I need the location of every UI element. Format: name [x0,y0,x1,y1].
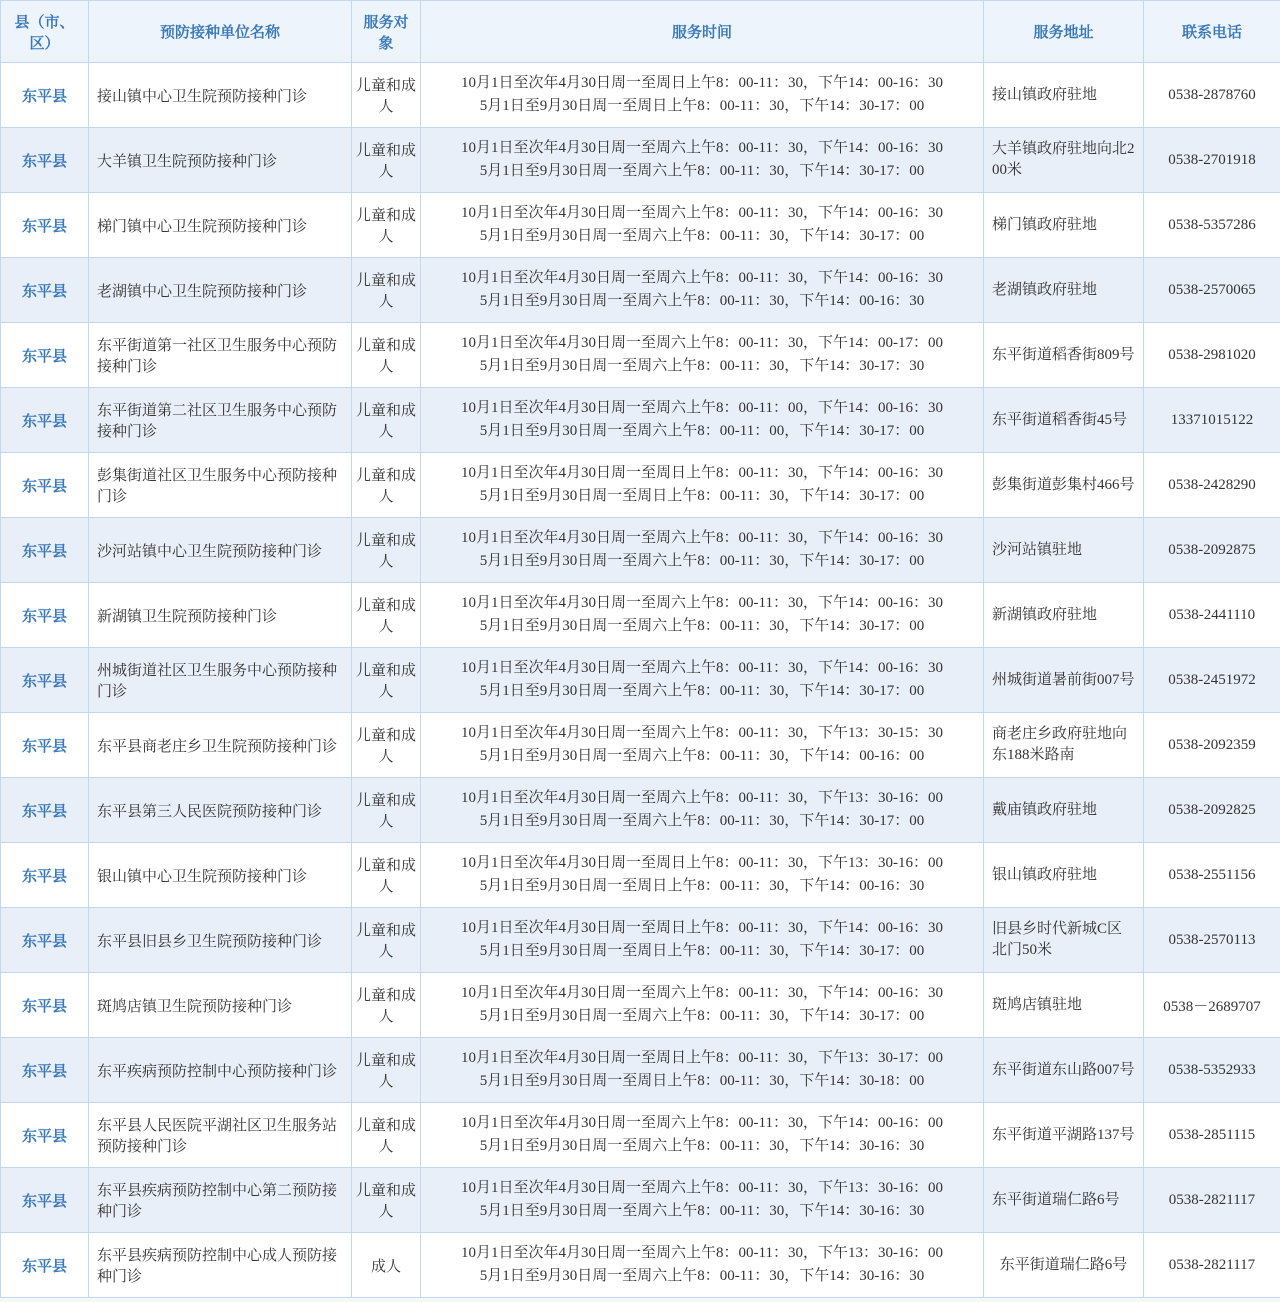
service-time-winter: 10月1日至次年4月30日周一至周六上午8：00-11：30，下午14：00-16：30 [461,269,943,286]
table-row [1,1168,1280,1233]
table-body [1,63,1280,1298]
county-cell: 东平县 [1,973,89,1038]
service-address-cell: 东平街道稻香街45号 [984,388,1144,453]
service-target-cell: 儿童和成人 [352,778,421,843]
service-address-cell: 接山镇政府驻地 [984,63,1144,128]
table-row [1,63,1280,128]
contact-phone-cell: 0538-2092359 [1144,713,1280,778]
table-row [1,648,1280,713]
service-time-cell [421,843,984,908]
unit-name-cell: 斑鸠店镇卫生院预防接种门诊 [89,973,352,1038]
service-time-summer: 5月1日至9月30日周一至周六上午8：00-11：30，下午14：30-17：00 [479,553,925,569]
service-time-winter: 10月1日至次年4月30日周一至周六上午8：00-11：30，下午13：30-15：30 [461,724,943,741]
service-address-cell: 东平街道平湖路137号 [984,1103,1144,1168]
service-target-cell: 儿童和成人 [352,843,421,908]
county-cell: 东平县 [1,518,89,583]
service-target-cell: 儿童和成人 [352,518,421,583]
service-time-summer: 5月1日至9月30日周一至周日上午8：00-11：30，下午14：30-17：00 [479,488,925,504]
service-time-winter: 10月1日至次年4月30日周一至周六上午8：00-11：30，下午14：00-16：30 [461,594,943,611]
county-cell: 东平县 [1,63,89,128]
service-target-cell: 儿童和成人 [352,388,421,453]
county-cell: 东平县 [1,1233,89,1298]
table-row [1,323,1280,388]
unit-name-cell: 东平县疾病预防控制中心成人预防接种门诊 [89,1233,352,1298]
service-time-winter: 10月1日至次年4月30日周一至周六上午8：00-11：00，下午14：00-16：30 [461,399,943,416]
table-row [1,1038,1280,1103]
service-address-cell: 新湖镇政府驻地 [984,583,1144,648]
service-time-cell [421,1038,984,1103]
service-target-cell: 儿童和成人 [352,193,421,258]
unit-name-cell: 沙河站镇中心卫生院预防接种门诊 [89,518,352,583]
service-time-cell [421,453,984,518]
county-cell: 东平县 [1,323,89,388]
unit-name-cell: 东平街道第一社区卫生服务中心预防接种门诊 [89,323,352,388]
header-contact-phone: 联系电话 [1144,1,1280,63]
service-time-winter: 10月1日至次年4月30日周一至周六上午8：00-11：30，下午14：00-16：30 [461,139,943,156]
service-address-cell: 戴庙镇政府驻地 [984,778,1144,843]
service-time-summer: 5月1日至9月30日周一至周六上午8：00-11：30，下午14：30-17：00 [479,228,925,244]
county-cell: 东平县 [1,908,89,973]
service-time-winter: 10月1日至次年4月30日周一至周六上午8：00-11：30，下午14：00-16：30 [461,529,943,546]
service-time-cell [421,778,984,843]
unit-name-cell: 大羊镇卫生院预防接种门诊 [89,128,352,193]
contact-phone-cell: 0538-5357286 [1144,193,1280,258]
service-time-cell [421,388,984,453]
county-cell: 东平县 [1,713,89,778]
contact-phone-cell: 0538-2570065 [1144,258,1280,323]
contact-phone-cell: 0538-2451972 [1144,648,1280,713]
service-address-cell: 东平街道瑞仁路6号 [984,1168,1144,1233]
county-cell: 东平县 [1,388,89,453]
service-target-cell: 儿童和成人 [352,713,421,778]
service-target-cell: 儿童和成人 [352,1168,421,1233]
table-row [1,908,1280,973]
service-address-cell: 东平街道东山路007号 [984,1038,1144,1103]
table-header [1,1,1280,63]
service-time-summer: 5月1日至9月30日周一至周六上午8：00-11：30，下午14：30-16：30 [479,1138,925,1154]
service-time-summer: 5月1日至9月30日周一至周六上午8：00-11：30，下午14：30-17：00 [479,163,925,179]
service-target-cell: 儿童和成人 [352,583,421,648]
service-time-summer: 5月1日至9月30日周一至周日上午8：00-11：30，下午14：30-18：00 [479,1073,925,1089]
service-address-cell: 东平街道瑞仁路6号 [984,1233,1144,1298]
service-time-summer: 5月1日至9月30日周一至周六上午8：00-11：30，下午14：30-17：30 [479,358,925,374]
unit-name-cell: 东平街道第二社区卫生服务中心预防接种门诊 [89,388,352,453]
table-row [1,453,1280,518]
table-row [1,193,1280,258]
service-address-cell: 东平街道稻香街809号 [984,323,1144,388]
service-address-cell: 银山镇政府驻地 [984,843,1144,908]
contact-phone-cell: 0538-2821117 [1144,1168,1280,1233]
contact-phone-cell: 0538-2428290 [1144,453,1280,518]
unit-name-cell: 老湖镇中心卫生院预防接种门诊 [89,258,352,323]
county-cell: 东平县 [1,1038,89,1103]
contact-phone-cell: 0538-2851115 [1144,1103,1280,1168]
service-time-summer: 5月1日至9月30日周一至周六上午8：00-11：30，下午14：00-16：30 [479,293,925,309]
unit-name-cell: 东平县疾病预防控制中心第二预防接种门诊 [89,1168,352,1233]
table-row [1,518,1280,583]
table-row [1,713,1280,778]
county-cell: 东平县 [1,583,89,648]
contact-phone-cell: 0538-2092825 [1144,778,1280,843]
service-address-cell: 州城街道暑前街007号 [984,648,1144,713]
service-target-cell: 成人 [352,1233,421,1298]
contact-phone-cell: 0538-2821117 [1144,1233,1280,1298]
service-time-cell [421,518,984,583]
service-time-cell [421,908,984,973]
county-cell: 东平县 [1,843,89,908]
service-time-summer: 5月1日至9月30日周一至周六上午8：00-11：30，下午14：30-16：30 [479,1268,925,1284]
service-time-cell [421,63,984,128]
service-time-summer: 5月1日至9月30日周一至周日上午8：00-11：30，下午14：30-17：00 [479,943,925,959]
header-service-address: 服务地址 [984,1,1144,63]
unit-name-cell: 东平县旧县乡卫生院预防接种门诊 [89,908,352,973]
service-time-summer: 5月1日至9月30日周一至周六上午8：00-11：30，下午14：30-16：30 [479,1203,925,1219]
contact-phone-cell: 0538-2551156 [1144,843,1280,908]
service-time-cell [421,1233,984,1298]
unit-name-cell: 东平县第三人民医院预防接种门诊 [89,778,352,843]
unit-name-cell: 银山镇中心卫生院预防接种门诊 [89,843,352,908]
service-address-cell: 商老庄乡政府驻地向东188米路南 [984,713,1144,778]
service-time-winter: 10月1日至次年4月30日周一至周六上午8：00-11：30，下午14：00-17：00 [461,334,943,351]
service-time-summer: 5月1日至9月30日周一至周六上午8：00-11：30，下午14：30-17：00 [479,813,925,829]
service-address-cell: 斑鸠店镇驻地 [984,973,1144,1038]
service-time-cell [421,323,984,388]
unit-name-cell: 东平县商老庄乡卫生院预防接种门诊 [89,713,352,778]
service-target-cell: 儿童和成人 [352,453,421,518]
service-time-summer: 5月1日至9月30日周一至周日上午8：00-11：30，下午14：00-16：30 [479,878,925,894]
table-row [1,388,1280,453]
service-time-cell [421,193,984,258]
county-cell: 东平县 [1,648,89,713]
county-cell: 东平县 [1,778,89,843]
contact-phone-cell: 0538-2981020 [1144,323,1280,388]
service-time-winter: 10月1日至次年4月30日周一至周日上午8：00-11：30，下午14：00-16：30 [461,919,943,936]
service-target-cell: 儿童和成人 [352,128,421,193]
header-service-time: 服务时间 [421,1,984,63]
county-cell: 东平县 [1,453,89,518]
service-time-cell [421,583,984,648]
contact-phone-cell: 0538-2092875 [1144,518,1280,583]
service-address-cell: 彭集街道彭集村466号 [984,453,1144,518]
service-time-summer: 5月1日至9月30日周一至周六上午8：00-11：30，下午14：30-17：00 [479,1008,925,1024]
service-time-winter: 10月1日至次年4月30日周一至周六上午8：00-11：30，下午14：00-16：30 [461,204,943,221]
service-time-winter: 10月1日至次年4月30日周一至周六上午8：00-11：30，下午13：30-16：00 [461,789,943,806]
service-address-cell: 老湖镇政府驻地 [984,258,1144,323]
service-time-winter: 10月1日至次年4月30日周一至周日上午8：00-11：30，下午14：00-16：30 [461,464,943,481]
service-time-cell [421,128,984,193]
service-time-cell [421,258,984,323]
service-time-cell [421,1103,984,1168]
service-address-cell: 梯门镇政府驻地 [984,193,1144,258]
service-time-summer: 5月1日至9月30日周一至周六上午8：00-11：30，下午14：30-17：00 [479,618,925,634]
county-cell: 东平县 [1,1103,89,1168]
service-target-cell: 儿童和成人 [352,1038,421,1103]
unit-name-cell: 州城街道社区卫生服务中心预防接种门诊 [89,648,352,713]
service-time-cell [421,648,984,713]
service-address-cell: 大羊镇政府驻地向北200米 [984,128,1144,193]
service-time-winter: 10月1日至次年4月30日周一至周六上午8：00-11：30，下午13：30-16：00 [461,1179,943,1196]
contact-phone-cell: 0538-2441110 [1144,583,1280,648]
contact-phone-cell: 0538-2701918 [1144,128,1280,193]
table-row [1,778,1280,843]
service-time-cell [421,713,984,778]
service-time-winter: 10月1日至次年4月30日周一至周六上午8：00-11：30，下午14：00-16：30 [461,984,943,1001]
service-target-cell: 儿童和成人 [352,258,421,323]
service-time-summer: 5月1日至9月30日周一至周六上午8：00-11：30，下午14：30-17：00 [479,683,925,699]
service-target-cell: 儿童和成人 [352,973,421,1038]
service-address-cell: 旧县乡时代新城C区北门50米 [984,908,1144,973]
table-row [1,128,1280,193]
table-row [1,258,1280,323]
unit-name-cell: 接山镇中心卫生院预防接种门诊 [89,63,352,128]
header-row [1,1,1280,63]
service-target-cell: 儿童和成人 [352,1103,421,1168]
table-row [1,583,1280,648]
service-address-cell: 沙河站镇驻地 [984,518,1144,583]
table-row [1,1233,1280,1298]
service-target-cell: 儿童和成人 [352,323,421,388]
unit-name-cell: 东平疾病预防控制中心预防接种门诊 [89,1038,352,1103]
unit-name-cell: 梯门镇中心卫生院预防接种门诊 [89,193,352,258]
service-time-winter: 10月1日至次年4月30日周一至周日上午8：00-11：30，下午13：30-16：00 [461,854,943,871]
service-time-summer: 5月1日至9月30日周一至周日上午8：00-11：30，下午14：30-17：00 [479,98,925,114]
contact-phone-cell: 0538-5352933 [1144,1038,1280,1103]
header-service-target: 服务对象 [352,1,421,63]
county-cell: 东平县 [1,1168,89,1233]
header-county: 县（市、区） [1,1,89,63]
county-cell: 东平县 [1,193,89,258]
table-row [1,973,1280,1038]
contact-phone-cell: 0538-2570113 [1144,908,1280,973]
county-cell: 东平县 [1,128,89,193]
service-time-summer: 5月1日至9月30日周一至周六上午8：00-11：00，下午14：30-17：00 [479,423,925,439]
unit-name-cell: 东平县人民医院平湖社区卫生服务站预防接种门诊 [89,1103,352,1168]
unit-name-cell: 彭集街道社区卫生服务中心预防接种门诊 [89,453,352,518]
county-cell: 东平县 [1,258,89,323]
header-unit-name: 预防接种单位名称 [89,1,352,63]
service-time-winter: 10月1日至次年4月30日周一至周六上午8：00-11：30，下午13：30-16：00 [461,1244,943,1261]
service-target-cell: 儿童和成人 [352,63,421,128]
service-time-winter: 10月1日至次年4月30日周一至周日上午8：00-11：30，下午14：00-16：30 [461,74,943,91]
contact-phone-cell: 0538-2878760 [1144,63,1280,128]
table-row [1,843,1280,908]
service-target-cell: 儿童和成人 [352,648,421,713]
service-time-summer: 5月1日至9月30日周一至周六上午8：00-11：30，下午14：00-16：00 [479,748,925,764]
table-row [1,1103,1280,1168]
service-time-cell [421,973,984,1038]
service-time-winter: 10月1日至次年4月30日周一至周六上午8：00-11：30，下午14：00-16：00 [461,1114,943,1131]
service-target-cell: 儿童和成人 [352,908,421,973]
service-time-winter: 10月1日至次年4月30日周一至周六上午8：00-11：30，下午14：00-16：30 [461,659,943,676]
service-time-winter: 10月1日至次年4月30日周一至周日上午8：00-11：30，下午13：30-17：00 [461,1049,943,1066]
contact-phone-cell: 0538－2689707 [1144,973,1280,1038]
service-time-cell [421,1168,984,1233]
contact-phone-cell: 13371015122 [1144,388,1280,453]
unit-name-cell: 新湖镇卫生院预防接种门诊 [89,583,352,648]
